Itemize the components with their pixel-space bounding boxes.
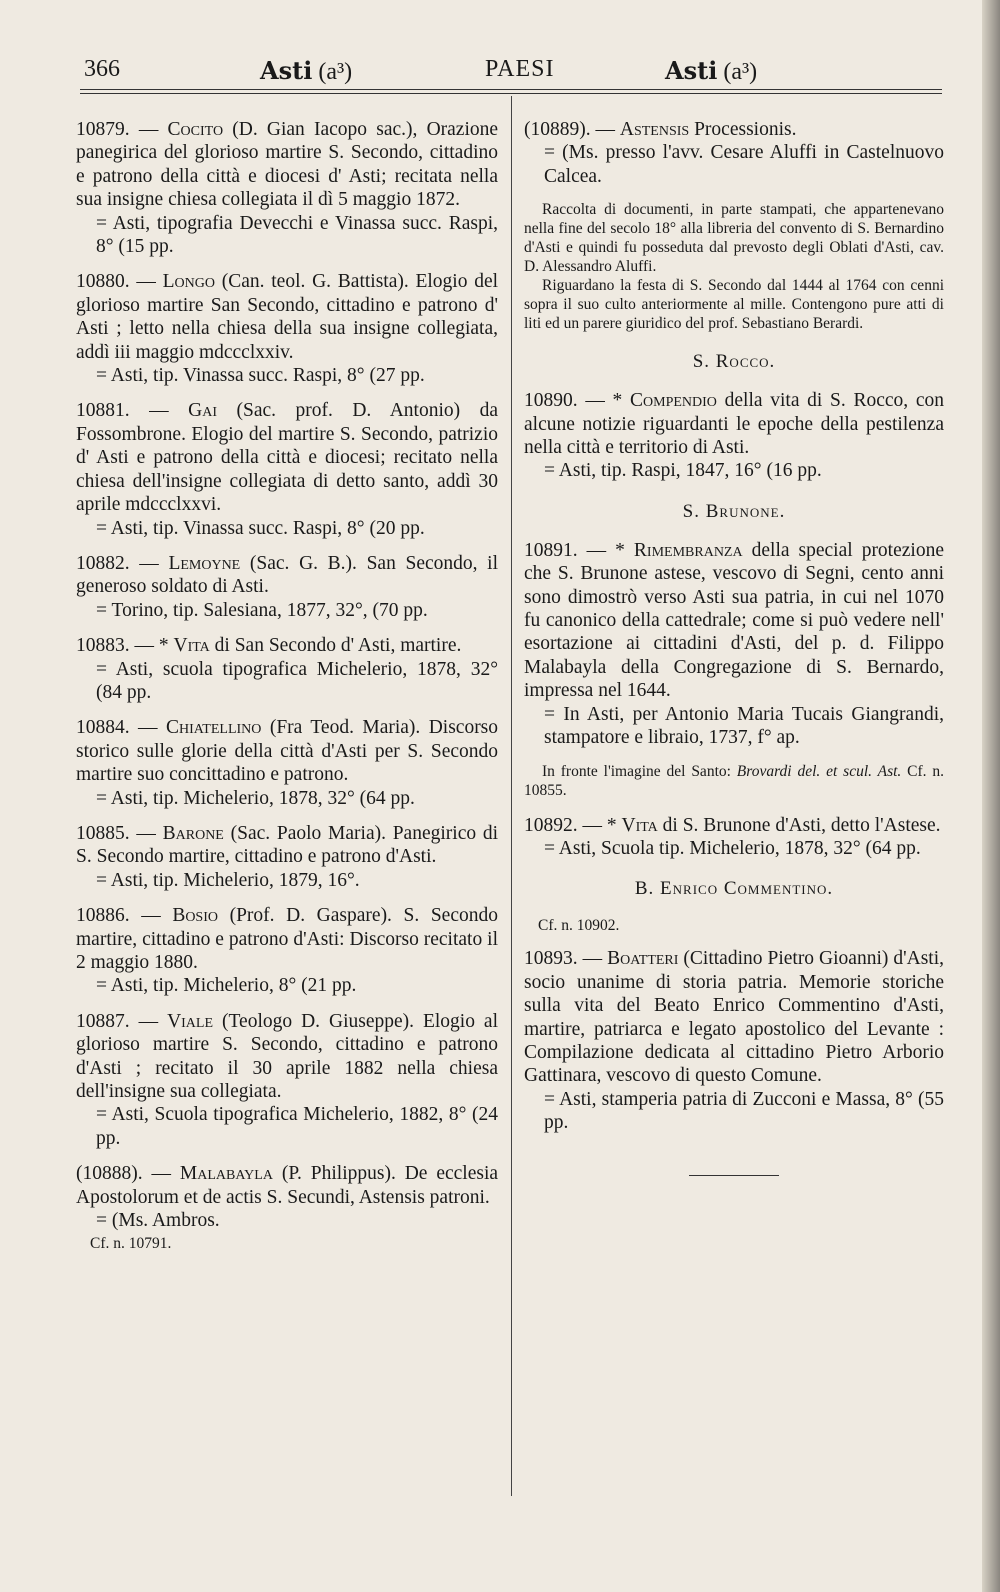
publication-info: = Asti, stamperia patria di Zucconi e Massa, 8° (55 pp. [544,1088,944,1134]
entry-10883: 10883. — * Vita di San Secondo d' Asti, martire. = Asti, scuola tipografica Michelerio, 1878, 32° (84 pp. [76,635,498,703]
end-rule [689,1175,779,1176]
publication-info: = (Ms. presso l'avv. Cesare Aluffi in Castelnuovo Calcea. [544,142,944,187]
publication-info: = Asti, tip. Michelerio, 1878, 32° (64 pp. [96,787,415,809]
section-heading: S. Rocco. [692,351,776,373]
entry-note: In fronte l'imagine del Santo: Brovardi del. et scul. Ast. Cf. n. 10855. [524,762,945,799]
publication-info: = In Asti, per Antonio Maria Tucais Giangrandi, stampatore e libraio, 1737, f° ap. [544,703,944,749]
publication-info: = Asti, Scuola tip. Michelerio, 1878, 32° (64 pp. [544,837,921,859]
header-rule [80,89,942,90]
cross-reference: Cf. n. 10791. [90,1235,172,1253]
entry-10881: 10881. — Gai (Sac. prof. D. Antonio) da Fossombrone. Elogio del martire S. Secondo, patrizio d' Asti e patrono della città e diocesi; recitato nella chiesa dell'insigne collegiata di detto santo, addì 30 aprile mdccclxxvi. = Asti, tip. Vinassa succ. Raspi, 8° (20 pp. [76,400,499,539]
cross-reference: Cf. n. 10902. [538,917,620,935]
entry-10882: 10882. — Lemoyne (Sac. G. B.). San Secondo, il generoso soldato di Asti. = Torino, tip. Salesiana, 1877, 32°, (70 pp. [76,552,498,621]
publication-info: = Asti, scuola tipografica Michelerio, 1878, 32° (84 pp. [96,658,498,703]
publication-info: = Asti, tip. Raspi, 1847, 16° (16 pp. [544,460,822,482]
entry-10880: 10880. — Longo (Can. teol. G. Battista). Elogio del glorioso martire San Secondo, cittadino e patrono d' Asti ; letto nella chiesa della sua insigne collegiata, addì iii maggio mdccclxxiv. = Asti, tip. Vinassa succ. Raspi, 8° (27 pp. [76,271,499,387]
entry-10879: 10879. — Cocito (D. Gian Iacopo sac.), Orazione panegirica del glorioso martire S. Secondo, cittadino e patrono della città e diocesi d' Asti; recitata nella sua insigne chiesa collegiata il dì 5 maggio 1872. = Asti, tipografia Devecchi e Vinassa succ. Raspi, 8° (15 pp. [76,119,499,258]
publication-info: = (Ms. Ambros. [96,1210,220,1232]
entry-10887: 10887. — Viale (Teologo D. Giuseppe). Elogio al glorioso martire S. Secondo, cittadino e patrono d'Asti ; recitato il 30 aprile 1882 nella chiesa dell'insigne sua collegiata. = Asti, Scuola tipografica Michelerio, 1882, 8° (24 pp. [76,1010,499,1149]
entry-10892: 10892. — * Vita di S. Brunone d'Asti, detto l'Astese. = Asti, Scuola tip. Michelerio, 1878, 32° (64 pp. [524,814,944,861]
header-rule [80,93,942,94]
section-heading: B. Enrico Commentino. [634,878,834,900]
publication-info: = Torino, tip. Salesiana, 1877, 32°, (70 pp. [96,599,428,621]
entry-note: Raccolta di documenti, in parte stampati, che appartenevano nella fine del secolo 18° alla libreria del convento di S. Bernardino d'Asti e quindi fu posseduta dal prevosto degli Oblati d'Asti, cav. D. Alessandro Aluffi. [524,201,944,276]
page-header [80,50,942,94]
publication-info: = Asti, tip. Vinassa succ. Raspi, 8° (20 pp. [96,517,425,539]
entry-10891: 10891. — * Rimembranza della special protezione che S. Brunone astese, vescovo di Segni, cento anni sono dimostrò verso Asti sua patria, in cui nel 1070 fu canonico della cattedrale; come si può vedere nell' esortazione ai cittadini d'Asti, del p. d. Filippo Malabayla della Congregazione di S. Bernardo, impressa nel 1644. = In Asti, per Antonio Maria Tucais Giangrandi, stampatore e libraio, 1737, f° ap. [524,539,944,749]
entry-10893: 10893. — Boatteri (Cittadino Pietro Gioanni) d'Asti, socio unanime di storia patria. Memorie storiche sulla vita del Beato Enrico Commentino d'Asti, martire, patriarca e legato apostolico del Levante : Compilazione dedicata al cittadino Pietro Arborio Gattinara, vescovo di questo Comune. = Asti, stamperia patria di Zucconi e Massa, 8° (55 pp. [524,948,944,1134]
publication-info: = Asti, tipografia Devecchi e Vinassa succ. Raspi, 8° (15 pp. [96,212,498,258]
entry-10885: 10885. — Barone (Sac. Paolo Maria). Panegirico di S. Secondo martire, cittadino e patrono d'Asti. = Asti, tip. Michelerio, 1879, 16°. [76,822,499,891]
section-heading: S. Brunone. [682,500,786,522]
page-edge [982,0,1000,1592]
entry-10888: (10888). — Malabayla (P. Philippus). De ecclesia Apostolorum et de actis S. Secundi, Astensis patroni. = (Ms. Ambros. Cf. n. 10791. [76,1163,499,1253]
entry-note: Riguardano la festa di S. Secondo dal 1444 al 1764 con cenni sopra il suo culto anteriormente al mille. Contengono pure atti di liti ed un parere giuridico del prof. Sebastiano Berardi. [524,277,944,333]
publication-info: = Asti, tip. Michelerio, 1879, 16°. [96,869,360,891]
column-separator [511,96,512,1496]
publication-info: = Asti, tip. Michelerio, 8° (21 pp. [96,975,357,997]
header-center: PAESI [485,56,555,82]
entry-10889: (10889). — Astensis Processionis. = (Ms. presso l'avv. Cesare Aluffi in Castelnuovo Calcea. [524,119,944,187]
left-column [76,118,498,1265]
entry-10886: 10886. — Bosio (Prof. D. Gaspare). S. Secondo martire, cittadino e patrono d'Asti: Discorso recitato il 2 maggio 1880. = Asti, tip. Michelerio, 8° (21 pp. [76,905,498,997]
header-right-title: Asti (a³) [665,56,758,85]
entry-10884: 10884. — Chiatellino (Fra Teod. Maria). Discorso storico sulle glorie della città d'Asti per S. Secondo martire suo concittadino e patrono. = Asti, tip. Michelerio, 1878, 32° (64 pp. [76,717,499,809]
publication-info: = Asti, tip. Vinassa succ. Raspi, 8° (27 pp. [96,365,425,387]
right-column [524,118,944,1176]
entry-10890: 10890. — * Compendio della vita di S. Rocco, con alcune notizie riguardanti le epoche della pestilenza nella città e territorio di Asti. = Asti, tip. Raspi, 1847, 16° (16 pp. [524,390,945,482]
publication-info: = Asti, Scuola tipografica Michelerio, 1882, 8° (24 pp. [96,1104,498,1149]
header-left-title: Asti (a³) [260,56,353,85]
page-number: 366 [84,56,120,82]
